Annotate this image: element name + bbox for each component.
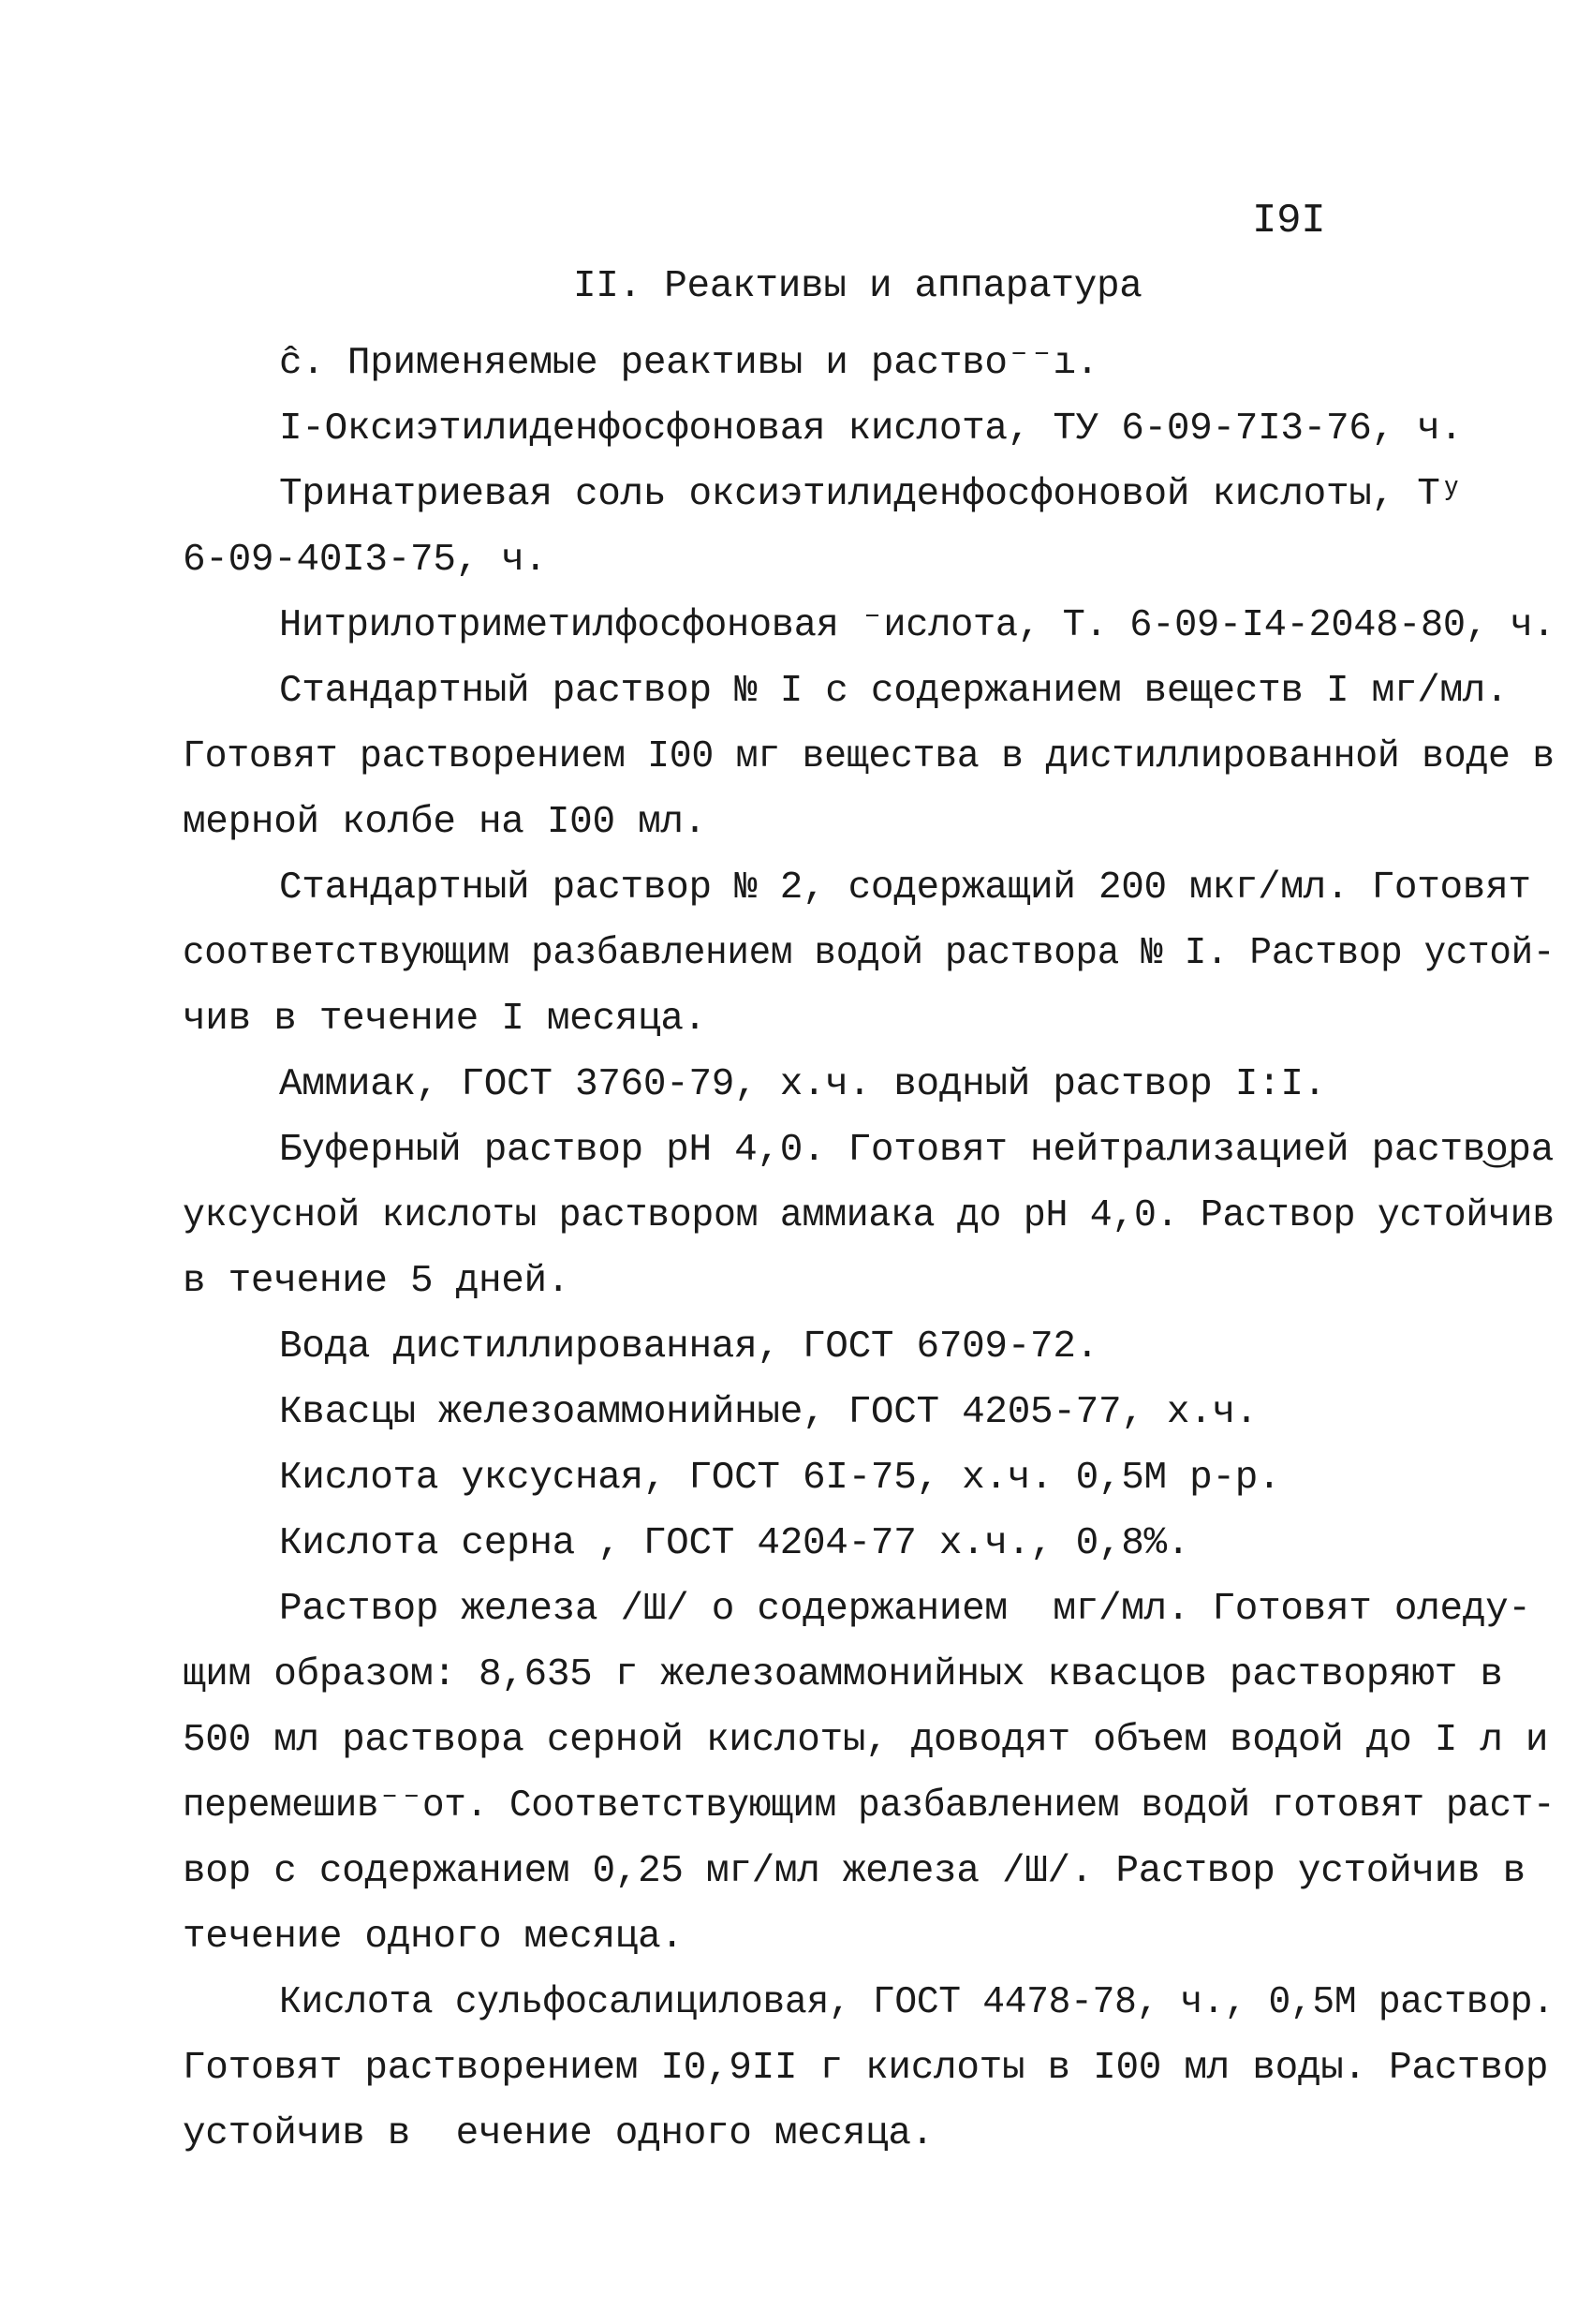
text-line: вор с содержанием 0,25 мг/мл железа /Ш/. Раствор устойчив в	[183, 1850, 1526, 1893]
text-line: Аммиак, ГОСТ 3760-79, х.ч. водный раствор I:I.	[279, 1063, 1326, 1106]
text-line: Квасцы железоаммонийные, ГОСТ 4205-77, х.ч.	[279, 1391, 1259, 1434]
text-line: Буферный раствор pH 4,0. Готовят нейтрализацией раств͜ора	[279, 1129, 1555, 1172]
text-line: I-Оксиэтилиденфосфоновая кислота, ТУ 6-09-7I3-76, ч.	[279, 407, 1463, 451]
text-line: Стандартный раствор № 2, содержащий 200 мкг/мл. Готовят	[279, 866, 1531, 910]
text-line: перемешив⁻⁻от. Соответствующим разбавлением водой готовят раст-	[183, 1784, 1555, 1828]
text-line: Вода дистиллированная, ГОСТ 6709-72.	[279, 1325, 1098, 1369]
text-line: в течение 5 дней.	[183, 1260, 570, 1303]
text-line: чив в течение I месяца.	[183, 998, 706, 1041]
section-title: II. Реактивы и аппаратура	[573, 265, 1142, 308]
text-line: щим образом: 8,635 г железоаммонийных квасцов растворяют в	[183, 1653, 1503, 1696]
text-line: 500 мл раствора серной кислоты, доводят объем водой до I л и	[183, 1719, 1549, 1762]
text-line: Кислота серна , ГОСТ 4204-77 х.ч., 0,8%.	[279, 1522, 1190, 1565]
text-line: Раствор железа /Ш/ о содержанием мг/мл. Готовят оледу-	[279, 1588, 1531, 1631]
text-line: Стандартный раствор № I с содержанием веществ I мг/мл.	[279, 670, 1509, 713]
subsection-heading: ĉ. Применяемые реактивы и раство⁻⁻ı.	[279, 342, 1099, 385]
text-line: уксусной кислоты раствором аммиака до pH 4,0. Раствор устойчив	[183, 1194, 1555, 1237]
text-line: Кислота уксусная, ГОСТ 6I-75, х.ч. 0,5М р-р.	[279, 1457, 1281, 1500]
text-line: течение одного месяца.	[183, 1916, 684, 1959]
text-line: Готовят растворением I0,9II г кислоты в I00 мл воды. Раствор	[183, 2047, 1549, 2090]
text-line: мерной колбе на I00 мл.	[183, 801, 706, 844]
text-line: соответствующим разбавлением водой раствора № I. Раствор устой-	[183, 932, 1555, 975]
text-line: Кислота сульфосалициловая, ГОСТ 4478-78, ч., 0,5М раствор.	[279, 1981, 1555, 2024]
text-line: устойчив в ечение одного месяца.	[183, 2112, 935, 2155]
text-line: Тринатриевая соль оксиэтилиденфосфоновой кислоты, Тʸ	[279, 473, 1463, 516]
text-line: Готовят растворением I00 мг вещества в дистиллированной воде в	[183, 735, 1555, 778]
text-line: 6-09-40I3-75, ч.	[183, 539, 547, 582]
text-line: Нитрилотриметилфосфоновая ⁻ислота, Т. 6-09-I4-2048-80, ч.	[279, 604, 1555, 647]
page-number: I9I	[1252, 198, 1326, 244]
